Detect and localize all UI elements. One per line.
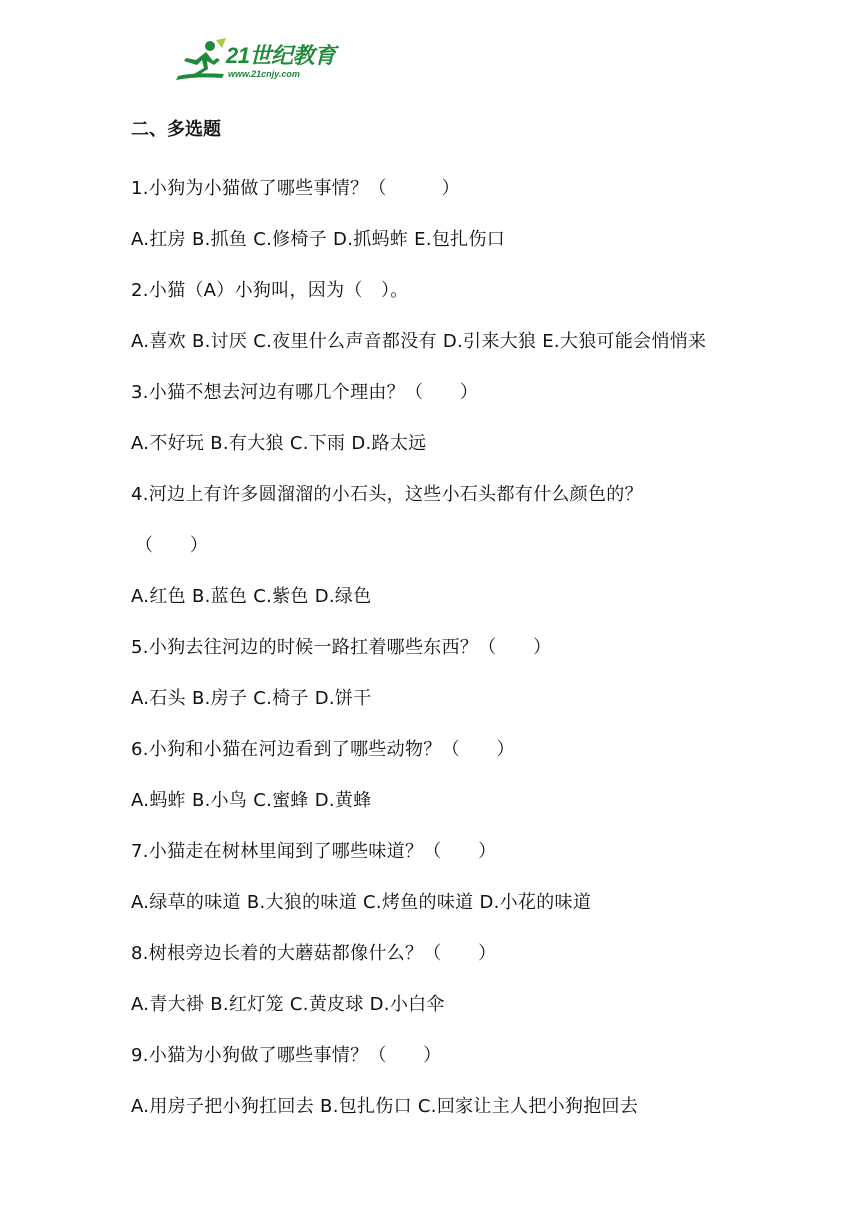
question-4: 4.河边上有许多圆溜溜的小石头，这些小石头都有什么颜色的？ [131,484,643,505]
logo-title: 21世纪教育 [226,43,336,68]
options-5: A.石头 B.房子 C.椅子 D.饼干 [131,688,372,709]
section-heading: 二、多选题 [131,119,221,140]
question-9: 9.小猫为小狗做了哪些事情？（ ） [131,1045,442,1066]
question-6: 6.小狗和小猫在河边看到了哪些动物？（ ） [131,739,515,760]
runner-icon [172,38,228,82]
options-7: A.绿草的味道 B.大狼的味道 C.烤鱼的味道 D.小花的味道 [131,892,592,913]
question-8: 8.树根旁边长着的大蘑菇都像什么？（ ） [131,943,497,964]
options-9: A.用房子把小狗扛回去 B.包扎伤口 C.回家让主人把小狗抱回去 [131,1096,639,1117]
question-7: 7.小猫走在树林里闻到了哪些味道？（ ） [131,841,497,862]
options-2: A.喜欢 B.讨厌 C.夜里什么声音都没有 D.引来大狼 E.大狼可能会悄悄来 [131,331,707,352]
question-4-answer-blank: （ ） [135,535,209,556]
options-6: A.蚂蚱 B.小鸟 C.蜜蜂 D.黄蜂 [131,790,372,811]
question-5: 5.小狗去往河边的时候一路扛着哪些东西？（ ） [131,637,552,658]
options-1: A.扛房 B.抓鱼 C.修椅子 D.抓蚂蚱 E.包扎伤口 [131,229,506,250]
options-4: A.红色 B.蓝色 C.紫色 D.绿色 [131,586,372,607]
question-section [131,112,771,1132]
brand-logo [172,38,342,86]
question-3: 3.小猫不想去河边有哪几个理由？（ ） [131,382,479,403]
options-8: A.青大褂 B.红灯笼 C.黄皮球 D.小白伞 [131,994,445,1015]
options-3: A.不好玩 B.有大狼 C.下雨 D.路太远 [131,433,427,454]
logo-url: www.21cnjy.com [228,69,300,79]
question-1: 1.小狗为小猫做了哪些事情？（ ） [131,178,460,199]
question-2: 2.小猫（A）小狗叫，因为（ ）。 [131,280,409,301]
